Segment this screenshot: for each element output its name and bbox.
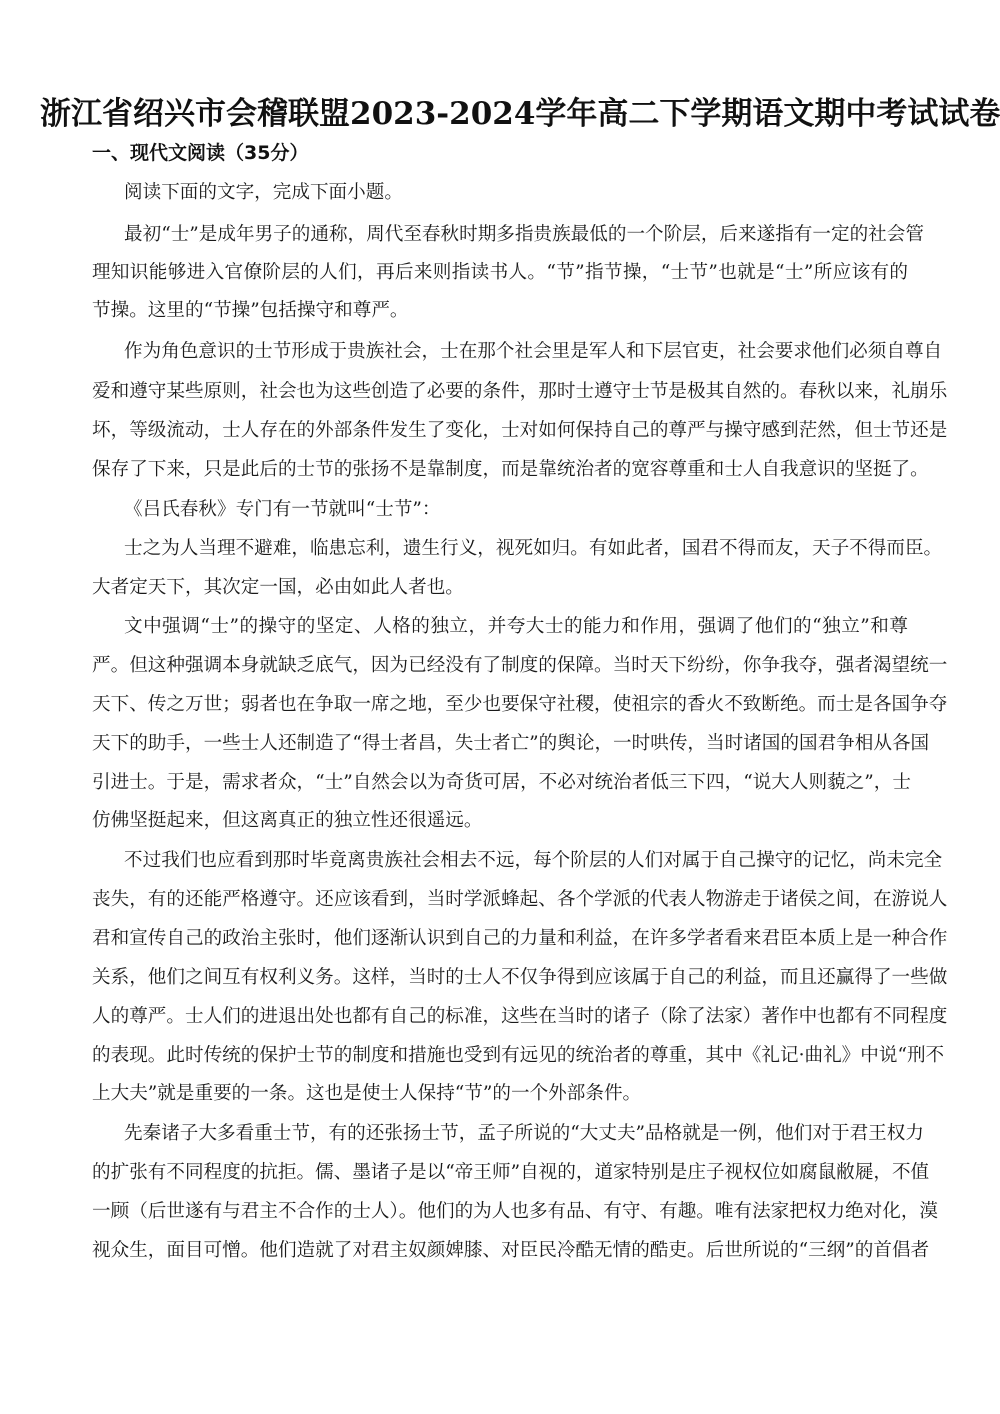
quotation-line: 士之为人当理不避难，临患忘利，遗生行义，视死如归。有如此者，国君不得而友，天子不得而臣。 (124, 538, 943, 559)
paragraph-line: 君和宣传自己的政治主张时，他们逐渐认识到自己的力量和利益，在许多学者看来君臣本质上是一种合作 (92, 928, 948, 949)
paragraph-line: 严。但这种强调本身就缺乏底气，因为已经没有了制度的保障。当时天下纷纷，你争我夺，强者渴望统一 (92, 655, 948, 676)
paragraph-line: 天下的助手，一些士人还制造了“得士者昌，失士者亡”的舆论，一时哄传，当时诸国的国君争相从各国 (92, 733, 930, 754)
paragraph-line: 作为角色意识的士节形成于贵族社会，士在那个社会里是军人和下层官吏，社会要求他们必须自尊自 (124, 341, 943, 362)
paragraph-line: 一顾（后世遂有与君主不合作的士人）。他们的为人也多有品、有守、有趣。唯有法家把权力绝对化，漠 (92, 1201, 939, 1222)
reading-instruction: 阅读下面的文字，完成下面小题。 (124, 182, 403, 203)
paragraph-line: 仿佛坚挺起来，但这离真正的独立性还很遥远。 (92, 810, 483, 831)
document-title: 浙江省绍兴市会稽联盟2023-2024学年高二下学期语文期中考试试卷 (40, 96, 1000, 132)
paragraph-line: 丧失，有的还能严格遵守。还应该看到，当时学派蜂起、各个学派的代表人物游走于诸侯之间，在游说人 (92, 889, 948, 910)
paragraph-line: 先秦诸子大多看重士节，有的还张扬士节，孟子所说的“大丈夫”品格就是一例，他们对于君王权力 (124, 1123, 924, 1144)
paragraph-line: 人的尊严。士人们的进退出处也都有自己的标准，这些在当时的诸子（除了法家）著作中也都有不同程度 (92, 1006, 948, 1027)
paragraph-line: 坏，等级流动，士人存在的外部条件发生了变化，士对如何保持自己的尊严与操守感到茫然，但士节还是 (92, 420, 948, 441)
paragraph-line: 最初“士”是成年男子的通称，周代至春秋时期多指贵族最低的一个阶层，后来遂指有一定的社会管 (124, 224, 924, 245)
paragraph-line: 关系，他们之间互有权利义务。这样，当时的士人不仅争得到应该属于自己的利益，而且还赢得了一些做 (92, 967, 948, 988)
paragraph-line: 视众生，面目可憎。他们造就了对君主奴颜婢膝、对臣民冷酷无情的酷吏。后世所说的“三纲”的首倡者 (92, 1240, 930, 1261)
paragraph-line: 节操。这里的“节操”包括操守和尊严。 (92, 300, 409, 321)
quotation-line: 大者定天下，其次定一国，必由如此人者也。 (92, 577, 464, 598)
paragraph-line: 理知识能够进入官僚阶层的人们，再后来则指读书人。“节”指节操，“士节”也就是“士”所应该有的 (92, 262, 908, 283)
paragraph-line: 引进士。于是，需求者众，“士”自然会以为奇货可居，不必对统治者低三下四，“说大人则藐之”，士 (92, 772, 911, 793)
paragraph-line: 《吕氏春秋》专门有一节就叫“士节”： (124, 499, 441, 520)
paragraph-line: 天下、传之万世；弱者也在争取一席之地，至少也要保守社稷，使祖宗的香火不致断绝。而士是各国争夺 (92, 694, 948, 715)
paragraph-line: 的表现。此时传统的保护士节的制度和措施也受到有远见的统治者的尊重，其中《礼记·曲礼》中说“刑不 (92, 1045, 945, 1066)
paragraph-line: 爱和遵守某些原则，社会也为这些创造了必要的条件，那时士遵守士节是极其自然的。春秋以来，礼崩乐 (92, 381, 948, 402)
section-heading: 一、现代文阅读（35分） (92, 142, 309, 164)
paragraph-line: 文中强调“士”的操守的坚定、人格的独立，并夸大士的能力和作用，强调了他们的“独立”和尊 (124, 616, 908, 637)
paragraph-line: 的扩张有不同程度的抗拒。儒、墨诸子是以“帝王师”自视的，道家特别是庄子视权位如腐鼠敝屣，不值 (92, 1162, 930, 1183)
paragraph-line: 保存了下来，只是此后的士节的张扬不是靠制度，而是靠统治者的宽容尊重和士人自我意识的坚挺了。 (92, 459, 929, 480)
paragraph-line: 上大夫”就是重要的一条。这也是使士人保持“节”的一个外部条件。 (92, 1083, 642, 1104)
paragraph-line: 不过我们也应看到那时毕竟离贵族社会相去不远，每个阶层的人们对属于自己操守的记忆，尚未完全 (124, 850, 943, 871)
